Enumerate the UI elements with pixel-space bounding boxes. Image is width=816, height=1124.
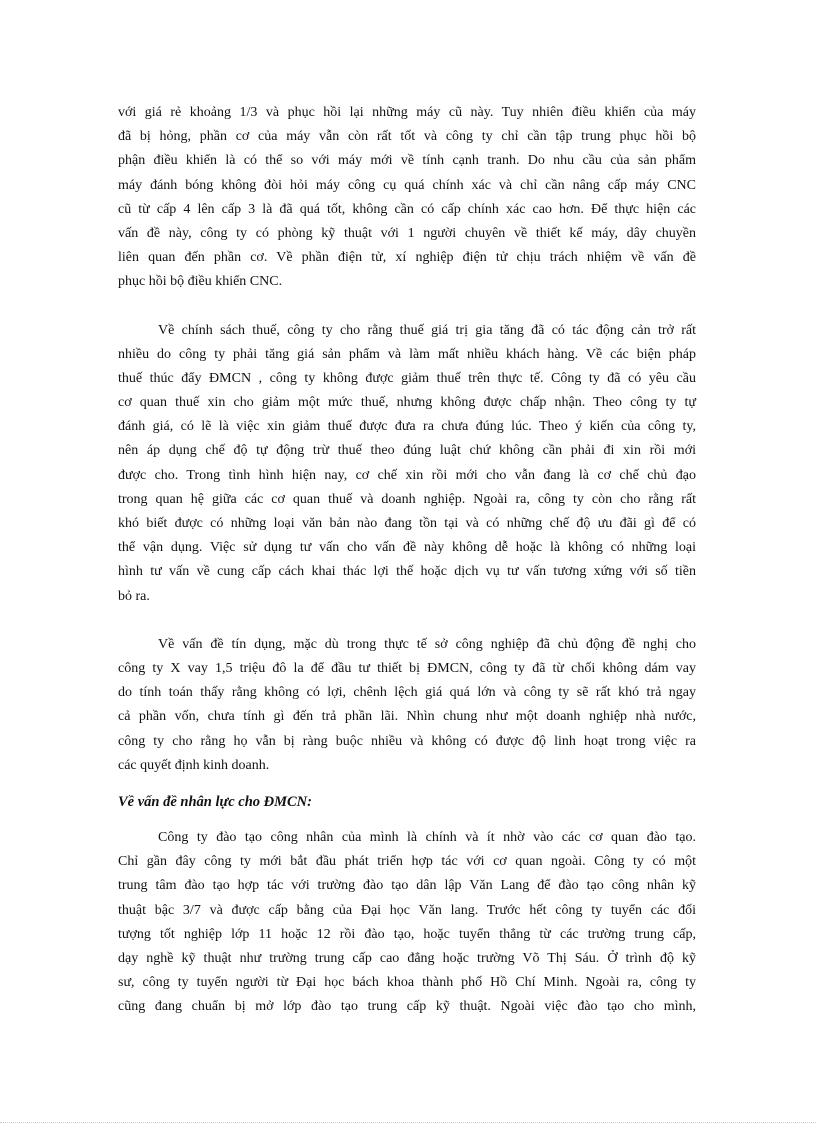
text-line: Về vấn đề tín dụng, mặc dù trong thực tế sở công nghiệp đã chủ động đề nghị cho — [158, 636, 696, 652]
text-line: Về chính sách thuế, công ty cho rằng thuế giá trị gia tăng đã có tác động cản trở rất — [158, 322, 696, 338]
text-line: với giá rẻ khoảng 1/3 và phục hồi lại những máy cũ này. Tuy nhiên điều khiển của máy — [118, 105, 696, 120]
text-line: công ty X vay 1,5 triệu đô la để đầu tư thiết bị ĐMCN, công ty đã từ chối không dám vay — [118, 660, 696, 676]
text-line: máy đánh bóng không đòi hỏi máy công cụ quá chính xác và chỉ cần nâng cấp máy CNC — [118, 177, 696, 193]
text-line: tượng tốt nghiệp lớp 11 hoặc 12 rồi đào tạo, hoặc tuyển thẳng từ các trường trung cấp, — [118, 926, 696, 942]
text-line: do tính toán thấy rằng không có lợi, chênh lệch giá quá lớn và công ty sẽ rất khó trả ngay — [118, 685, 696, 701]
text-line: đánh giá, có lẽ là việc xin giảm thuế được đưa ra chưa đúng lúc. Theo ý kiến của công ty, — [118, 419, 696, 435]
text-line: sư, công ty tuyển người từ Đại học bách khoa thành phố Hồ Chí Minh. Ngoài ra, công ty — [118, 975, 696, 991]
text-line: trong quan hệ giữa các cơ quan thuế và doanh nghiệp. Ngoài ra, công ty còn cho rằng rất — [118, 491, 696, 507]
paragraph-human-resources — [118, 826, 696, 1020]
text-line: cũng đang chuẩn bị mở lớp đào tạo trung cấp kỹ thuật. Ngoài việc đào tạo cho mình, — [118, 999, 696, 1015]
text-line: dạy nghề kỹ thuật như trường trung cấp cao đẳng hoặc trường Võ Thị Sáu. Ở trình độ kỹ — [118, 951, 696, 966]
section-heading: Về vấn đề nhân lực cho ĐMCN: — [118, 793, 312, 810]
text-line: cũ từ cấp 4 lên cấp 3 là đã quá tốt, không cần có cấp chính xác cao hơn. Để thực hiện các — [118, 201, 696, 217]
text-line: vấn đề này, công ty có phòng kỹ thuật với 1 người chuyên về thiết kế máy, dây chuyền — [118, 225, 696, 241]
text-line: liên quan đến phần cơ. Về phần điện tử, xí nghiệp điện tử chịu trách nhiệm về vấn đề — [118, 250, 696, 266]
text-line: được cho. Trong tình hình hiện nay, cơ chế xin rồi mới cho vẫn đang là cơ chế chủ đạo — [118, 467, 696, 483]
text-line: các quyết định kinh doanh. — [118, 757, 270, 773]
text-line: thể vận dụng. Việc sử dụng tư vấn cho vấn đề này không dễ hoặc là không có những loại — [118, 540, 696, 556]
text-line: thuật bậc 3/7 và được cấp bằng của Đại học Văn lang. Trước hết công ty tuyển các đối — [118, 902, 696, 918]
document-body — [118, 101, 696, 1020]
paragraph-spacer — [118, 609, 696, 633]
paragraph-credit — [118, 633, 696, 778]
text-line: phục hồi bộ điều khiển CNC. — [118, 274, 283, 290]
paragraph-spacer — [118, 295, 696, 319]
text-line: thuế thúc đẩy ĐMCN , công ty không được giảm thuế trên thực tế. Công ty đã có yêu cầu — [118, 370, 696, 386]
text-line: nên áp dụng chế độ tự động trừ thuế theo đúng luật chứ không cần phải đi xin rồi mới — [118, 443, 696, 459]
text-line: khó biết được có những loại văn bản nào đang tồn tại và có những chế độ ưu đãi gì để có — [118, 516, 696, 531]
text-line: đã bị hỏng, phần cơ của máy vẫn còn rất tốt và công ty chỉ cần tập trung phục hồi bộ — [118, 129, 696, 145]
paragraph-spacer — [118, 814, 696, 826]
text-line: trung tâm đào tạo hợp tác với trường đào tạo dân lập Văn Lang để đào tạo công nhân kỹ — [118, 878, 696, 894]
paragraph-spacer — [118, 778, 696, 790]
text-line: bỏ ra. — [118, 588, 150, 604]
text-line: cả phần vốn, chưa tính gì đến trả phần lãi. Nhìn chung như một doanh nghiệp nhà nước, — [118, 709, 696, 725]
text-line: cơ quan thuế xin cho giảm một mức thuế, nhưng không được chấp nhận. Theo công ty tự — [118, 395, 696, 411]
text-line: công ty cho rằng họ vẫn bị ràng buộc nhiều và không có được độ linh hoạt trong việc ra — [118, 733, 696, 749]
text-line: phận điều khiển là có thể so với máy mới về tính cạnh tranh. Do nhu cầu của sản phẩm — [118, 153, 696, 169]
paragraph-machine-restoration — [118, 101, 696, 295]
text-line: Chỉ gần đây công ty mới bắt đầu phát triển hợp tác với cơ quan ngoài. Công ty có một — [118, 854, 696, 870]
text-line: nhiều do công ty phải tăng giá sản phẩm và làm mất nhiều khách hàng. Về các biện pháp — [118, 346, 696, 362]
paragraph-tax-policy — [118, 319, 696, 609]
text-line: Công ty đào tạo công nhân của mình là chính và ít nhờ vào các cơ quan đào tạo. — [158, 830, 696, 846]
text-line: hình tư vấn về cung cấp cách khai thác lợi thế hoặc dịch vụ tư vấn tương xứng với số tiền — [118, 564, 696, 580]
